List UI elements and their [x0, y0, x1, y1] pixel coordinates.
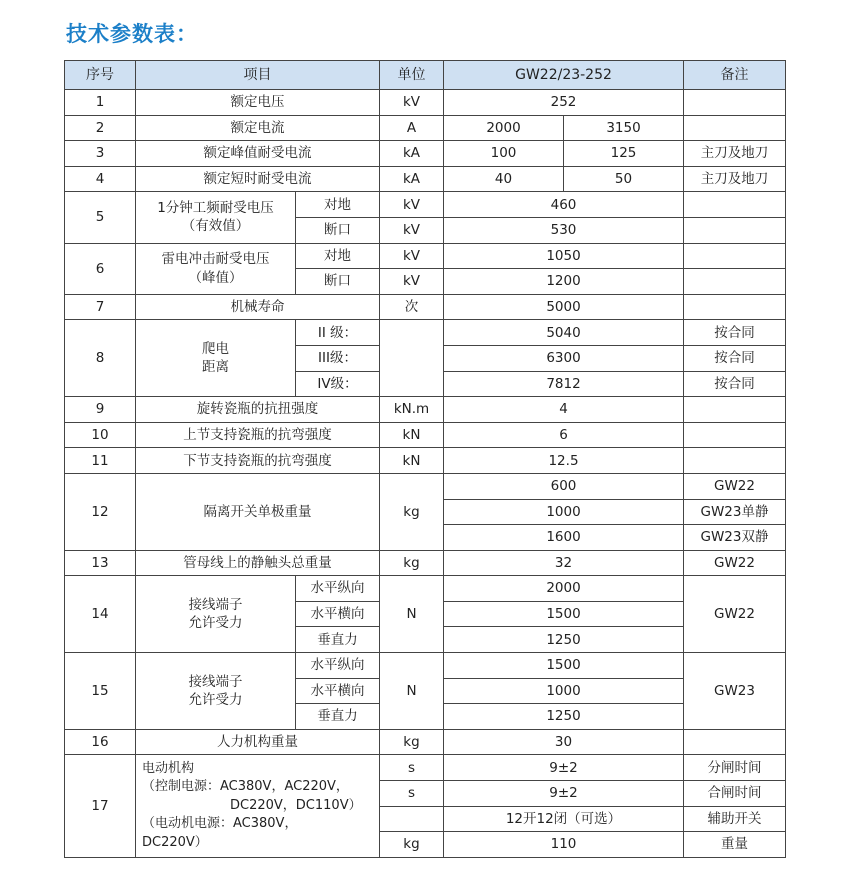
- cell-note: 按合同: [684, 371, 786, 397]
- cell-value: 9±2: [444, 781, 684, 807]
- cell-value: 100: [444, 141, 564, 167]
- cell-subitem: 断口: [296, 269, 380, 295]
- cell-item: 旋转瓷瓶的抗扭强度: [136, 397, 380, 423]
- cell-item: 隔离开关单极重量: [136, 473, 380, 550]
- cell-value: 460: [444, 192, 684, 218]
- table-row: [65, 192, 786, 218]
- cell-value: 125: [564, 141, 684, 167]
- cell-note: GW22: [684, 576, 786, 653]
- header-item: 项目: [136, 61, 380, 90]
- cell-note: GW23: [684, 653, 786, 730]
- cell-note: 按合同: [684, 345, 786, 371]
- cell-seq: 4: [65, 166, 136, 192]
- cell-seq: 11: [65, 448, 136, 474]
- cell-seq: 1: [65, 90, 136, 116]
- cell-seq: 3: [65, 141, 136, 167]
- cell-item: 额定短时耐受电流: [136, 166, 380, 192]
- cell-item: 下节支持瓷瓶的抗弯强度: [136, 448, 380, 474]
- cell-item-line: 雷电冲击耐受电压: [161, 251, 270, 268]
- cell-note: [684, 448, 786, 474]
- cell-value: 9±2: [444, 755, 684, 781]
- cell-note: [684, 115, 786, 141]
- cell-subitem: 对地: [296, 192, 380, 218]
- cell-unit: kN: [380, 422, 444, 448]
- cell-value: 4: [444, 397, 684, 423]
- cell-value: 1600: [444, 525, 684, 551]
- cell-subitem: 水平纵向: [296, 576, 380, 602]
- cell-seq: 13: [65, 550, 136, 576]
- cell-value: 1000: [444, 499, 684, 525]
- cell-note: [684, 397, 786, 423]
- cell-value: 2000: [444, 576, 684, 602]
- cell-item-line: DC220V，DC110V）: [230, 797, 362, 813]
- cell-item-line: 爬电: [202, 341, 229, 358]
- cell-subitem: 水平横向: [296, 601, 380, 627]
- cell-value: 1500: [444, 653, 684, 679]
- table-row: [65, 90, 786, 116]
- cell-value: 1000: [444, 678, 684, 704]
- cell-note: 重量: [684, 832, 786, 858]
- cell-item: [136, 755, 380, 857]
- cell-subitem: 对地: [296, 243, 380, 269]
- cell-item-line: 接线端子: [188, 596, 243, 613]
- header-note: 备注: [684, 61, 786, 90]
- table-row: [65, 729, 786, 755]
- cell-value: 1050: [444, 243, 684, 269]
- cell-value: 2000: [444, 115, 564, 141]
- cell-value: 600: [444, 473, 684, 499]
- cell-item-line: 允许受力: [188, 691, 243, 708]
- cell-note: 主刀及地刀: [684, 141, 786, 167]
- cell-note: GW22: [684, 550, 786, 576]
- cell-unit: N: [380, 576, 444, 653]
- cell-item: 上节支持瓷瓶的抗弯强度: [136, 422, 380, 448]
- cell-subitem: III级：: [296, 345, 380, 371]
- cell-note: [684, 269, 786, 295]
- cell-seq: 16: [65, 729, 136, 755]
- cell-seq: 8: [65, 320, 136, 397]
- table-row: [65, 397, 786, 423]
- cell-item-line: （控制电源：AC380V，AC220V，: [142, 779, 349, 795]
- cell-note: [684, 217, 786, 243]
- cell-item-line: DC220V）: [142, 834, 208, 850]
- cell-unit: s: [380, 781, 444, 807]
- table-row: [65, 294, 786, 320]
- cell-item-line: （有效值）: [181, 218, 250, 235]
- cell-unit: kV: [380, 192, 444, 218]
- cell-value: 1250: [444, 704, 684, 730]
- cell-value: 1500: [444, 601, 684, 627]
- cell-note: [684, 90, 786, 116]
- cell-item: [136, 320, 296, 397]
- cell-unit: N: [380, 653, 444, 730]
- cell-value: 1250: [444, 627, 684, 653]
- cell-item: 额定电压: [136, 90, 380, 116]
- cell-unit: kg: [380, 550, 444, 576]
- cell-value: 1200: [444, 269, 684, 295]
- header-model: GW22/23-252: [444, 61, 684, 90]
- header-unit: 单位: [380, 61, 444, 90]
- cell-seq: 7: [65, 294, 136, 320]
- cell-unit: kV: [380, 90, 444, 116]
- cell-item: 管母线上的静触头总重量: [136, 550, 380, 576]
- cell-unit: kA: [380, 141, 444, 167]
- cell-value: 30: [444, 729, 684, 755]
- cell-unit: 次: [380, 294, 444, 320]
- cell-seq: 5: [65, 192, 136, 243]
- cell-subitem: 垂直力: [296, 704, 380, 730]
- cell-item-line: 接线端子: [188, 673, 243, 690]
- cell-value: 6300: [444, 345, 684, 371]
- cell-item: [136, 653, 296, 730]
- cell-unit: kA: [380, 166, 444, 192]
- cell-note: 合闸时间: [684, 781, 786, 807]
- cell-value: 50: [564, 166, 684, 192]
- cell-value: 12开12闭（可选）: [444, 806, 684, 832]
- cell-item: 人力机构重量: [136, 729, 380, 755]
- cell-item-line: 电动机构: [142, 760, 195, 776]
- cell-note: GW23单静: [684, 499, 786, 525]
- cell-unit: A: [380, 115, 444, 141]
- table-row: [65, 115, 786, 141]
- cell-note: [684, 243, 786, 269]
- cell-value: 40: [444, 166, 564, 192]
- table-row: [65, 576, 786, 602]
- cell-item: [136, 576, 296, 653]
- cell-value: 5040: [444, 320, 684, 346]
- cell-note: 主刀及地刀: [684, 166, 786, 192]
- cell-item-line: 距离: [202, 359, 229, 376]
- cell-item: [136, 243, 296, 294]
- cell-value: 6: [444, 422, 684, 448]
- table-row: [65, 755, 786, 781]
- cell-value: 32: [444, 550, 684, 576]
- cell-item: [136, 192, 296, 243]
- cell-item-line: 1分钟工频耐受电压: [157, 200, 274, 217]
- cell-subitem: IV级：: [296, 371, 380, 397]
- cell-unit: s: [380, 755, 444, 781]
- table-row: [65, 550, 786, 576]
- cell-seq: 6: [65, 243, 136, 294]
- cell-seq: 14: [65, 576, 136, 653]
- cell-value: 252: [444, 90, 684, 116]
- cell-note: [684, 294, 786, 320]
- cell-item: 额定峰值耐受电流: [136, 141, 380, 167]
- cell-unit: kg: [380, 729, 444, 755]
- cell-item: 机械寿命: [136, 294, 380, 320]
- cell-unit: kV: [380, 269, 444, 295]
- table-row: [65, 473, 786, 499]
- cell-item-line: 允许受力: [188, 615, 243, 632]
- cell-unit: kg: [380, 832, 444, 858]
- cell-unit: kV: [380, 217, 444, 243]
- cell-note: 分闸时间: [684, 755, 786, 781]
- cell-value: 7812: [444, 371, 684, 397]
- cell-seq: 15: [65, 653, 136, 730]
- cell-note: [684, 192, 786, 218]
- cell-unit: [380, 320, 444, 397]
- cell-unit: kN.m: [380, 397, 444, 423]
- cell-value: 530: [444, 217, 684, 243]
- cell-note: 辅助开关: [684, 806, 786, 832]
- cell-item-line: （电动机电源：AC380V，: [142, 816, 298, 832]
- cell-seq: 10: [65, 422, 136, 448]
- cell-value: 110: [444, 832, 684, 858]
- cell-item: 额定电流: [136, 115, 380, 141]
- table-row: [65, 448, 786, 474]
- cell-unit: [380, 806, 444, 832]
- cell-note: [684, 422, 786, 448]
- table-row: [65, 141, 786, 167]
- cell-item-line: （峰值）: [188, 269, 243, 286]
- table-row: [65, 243, 786, 269]
- cell-note: GW23双静: [684, 525, 786, 551]
- cell-unit: kV: [380, 243, 444, 269]
- cell-seq: 2: [65, 115, 136, 141]
- page-title: 技术参数表：: [66, 22, 198, 46]
- cell-subitem: II 级：: [296, 320, 380, 346]
- cell-unit: kg: [380, 473, 444, 550]
- cell-note: GW22: [684, 473, 786, 499]
- table-row: [65, 166, 786, 192]
- cell-value: 5000: [444, 294, 684, 320]
- cell-seq: 12: [65, 473, 136, 550]
- cell-note: 按合同: [684, 320, 786, 346]
- spec-table: [64, 60, 786, 858]
- cell-value: 3150: [564, 115, 684, 141]
- cell-value: 12.5: [444, 448, 684, 474]
- header-seq: 序号: [65, 61, 136, 90]
- table-row: [65, 422, 786, 448]
- cell-subitem: 断口: [296, 217, 380, 243]
- cell-seq: 17: [65, 755, 136, 857]
- cell-unit: kN: [380, 448, 444, 474]
- cell-subitem: 垂直力: [296, 627, 380, 653]
- table-row: [65, 653, 786, 679]
- cell-subitem: 水平纵向: [296, 653, 380, 679]
- cell-seq: 9: [65, 397, 136, 423]
- table-row: [65, 320, 786, 346]
- header-row: [65, 61, 786, 90]
- cell-note: [684, 729, 786, 755]
- cell-subitem: 水平横向: [296, 678, 380, 704]
